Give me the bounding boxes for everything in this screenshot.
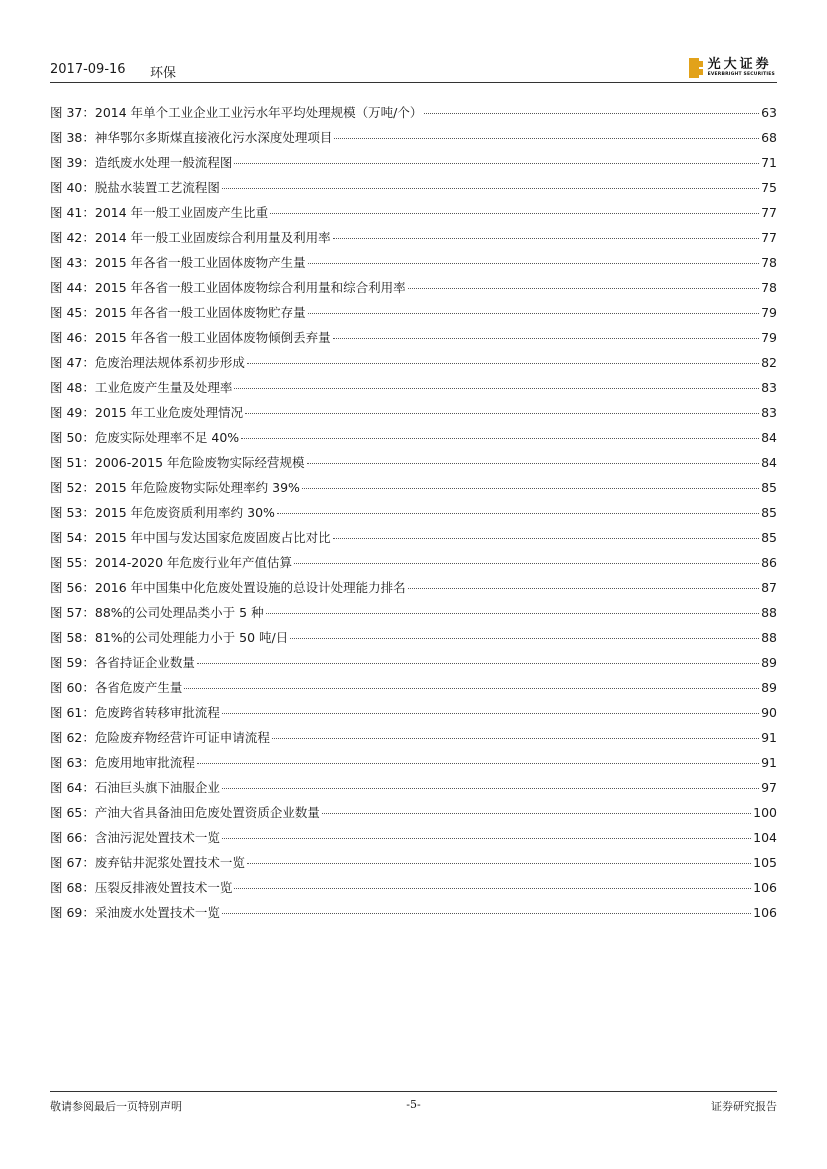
toc-entry-page: 84 — [761, 455, 777, 470]
toc-entry-page: 84 — [761, 430, 777, 445]
toc-dot-leader — [307, 463, 760, 464]
toc-entry[interactable] — [50, 453, 777, 478]
toc-dot-leader — [247, 863, 751, 864]
toc-entry-title: 石油巨头旗下油服企业 — [94, 780, 220, 795]
toc-entry-label: 图 42： — [50, 230, 95, 245]
toc-entry-title: 2015 年各省一般工业固体废物综合利用量和综合利用率 — [94, 280, 406, 295]
toc-entry-page: 87 — [761, 580, 777, 595]
toc-entry[interactable] — [50, 753, 777, 778]
toc-entry-title: 压裂反排液处置技术一览 — [94, 880, 233, 895]
toc-entry-label: 图 43： — [50, 255, 95, 270]
toc-dot-leader — [290, 638, 759, 639]
toc-dot-leader — [424, 113, 759, 114]
toc-dot-leader — [308, 313, 759, 314]
toc-dot-leader — [197, 663, 759, 664]
toc-entry-label: 图 67： — [50, 855, 95, 870]
toc-entry[interactable] — [50, 203, 777, 228]
toc-dot-leader — [322, 813, 751, 814]
toc-entry-title: 神华鄂尔多斯煤直接液化污水深度处理项目 — [94, 130, 333, 145]
toc-entry-label: 图 65： — [50, 805, 95, 820]
toc-entry-page: 104 — [753, 830, 777, 845]
toc-entry-label: 图 64： — [50, 780, 95, 795]
toc-entry-page: 85 — [761, 480, 777, 495]
toc-entry-page: 105 — [753, 855, 777, 870]
toc-dot-leader — [266, 613, 760, 614]
toc-entry[interactable] — [50, 353, 777, 378]
toc-entry-page: 86 — [761, 555, 777, 570]
toc-entry-title: 采油废水处置技术一览 — [94, 905, 220, 920]
toc-entry[interactable] — [50, 553, 777, 578]
toc-entry-label: 图 49： — [50, 405, 95, 420]
toc-dot-leader — [234, 163, 759, 164]
toc-dot-leader — [222, 788, 759, 789]
toc-entry-page: 77 — [761, 205, 777, 220]
toc-entry[interactable] — [50, 653, 777, 678]
toc-entry-page: 97 — [761, 780, 777, 795]
toc-dot-leader — [308, 263, 759, 264]
toc-dot-leader — [334, 138, 759, 139]
toc-entry-label: 图 48： — [50, 380, 95, 395]
toc-entry[interactable] — [50, 378, 777, 403]
toc-entry[interactable] — [50, 153, 777, 178]
toc-entry-page: 100 — [753, 805, 777, 820]
toc-dot-leader — [270, 213, 759, 214]
toc-entry[interactable] — [50, 103, 777, 128]
toc-entry[interactable] — [50, 903, 777, 928]
toc-entry-page: 89 — [761, 680, 777, 695]
page-number: -5- — [406, 1098, 421, 1111]
toc-dot-leader — [234, 388, 759, 389]
toc-entry-page: 85 — [761, 530, 777, 545]
toc-entry-page: 106 — [753, 905, 777, 920]
toc-entry-page: 82 — [761, 355, 777, 370]
toc-entry[interactable] — [50, 178, 777, 203]
toc-entry-title: 各省持证企业数量 — [94, 655, 195, 670]
logo-english-name: EVERBRIGHT SECURITIES — [707, 72, 775, 78]
toc-dot-leader — [222, 838, 751, 839]
toc-entry-label: 图 62： — [50, 730, 95, 745]
toc-entry-page: 85 — [761, 505, 777, 520]
toc-entry-page: 83 — [761, 380, 777, 395]
report-date: 2017-09-16 — [50, 62, 126, 77]
toc-entry-page: 78 — [761, 255, 777, 270]
toc-entry[interactable] — [50, 703, 777, 728]
toc-entry-page: 90 — [761, 705, 777, 720]
toc-entry[interactable] — [50, 328, 777, 353]
toc-entry-title: 危废实际处理率不足 40% — [94, 430, 240, 445]
toc-entry[interactable] — [50, 578, 777, 603]
toc-dot-leader — [408, 588, 759, 589]
company-logo — [689, 56, 775, 80]
toc-entry-label: 图 47： — [50, 355, 95, 370]
toc-entry-title: 工业危废产生量及处理率 — [94, 380, 233, 395]
toc-entry[interactable] — [50, 303, 777, 328]
toc-entry[interactable] — [50, 278, 777, 303]
toc-entry-label: 图 58： — [50, 630, 95, 645]
toc-entry-label: 图 53： — [50, 505, 95, 520]
toc-entry-page: 106 — [753, 880, 777, 895]
toc-entry-label: 图 38： — [50, 130, 95, 145]
toc-entry-title: 含油污泥处置技术一览 — [94, 830, 220, 845]
toc-entry-title: 2015 年各省一般工业固体废物产生量 — [94, 255, 306, 270]
toc-dot-leader — [234, 888, 751, 889]
toc-entry[interactable] — [50, 678, 777, 703]
page-header — [50, 56, 777, 82]
toc-entry[interactable] — [50, 503, 777, 528]
toc-entry-page: 75 — [761, 180, 777, 195]
toc-entry-title: 2016 年中国集中化危废处置设施的总设计处理能力排名 — [94, 580, 406, 595]
toc-entry-page: 79 — [761, 305, 777, 320]
toc-entry-page: 79 — [761, 330, 777, 345]
toc-entry-title: 危废跨省转移审批流程 — [94, 705, 220, 720]
figure-list — [50, 103, 777, 928]
toc-entry-label: 图 57： — [50, 605, 95, 620]
toc-entry-label: 图 45： — [50, 305, 95, 320]
toc-entry-title: 产油大省具备油田危废处置资质企业数量 — [94, 805, 320, 820]
toc-entry-page: 88 — [761, 605, 777, 620]
toc-entry-title: 2015 年中国与发达国家危废固废占比对比 — [94, 530, 331, 545]
toc-entry[interactable] — [50, 128, 777, 153]
toc-entry-label: 图 59： — [50, 655, 95, 670]
toc-entry-label: 图 37： — [50, 105, 95, 120]
toc-entry-title: 2015 年各省一般工业固体废物倾倒丢弃量 — [94, 330, 331, 345]
toc-entry-title: 2015 年各省一般工业固体废物贮存量 — [94, 305, 306, 320]
toc-entry-title: 88%的公司处理品类小于 5 种 — [94, 605, 264, 620]
toc-entry-title: 2014 年一般工业固废产生比重 — [94, 205, 269, 220]
toc-entry-label: 图 41： — [50, 205, 95, 220]
toc-entry-label: 图 55： — [50, 555, 95, 570]
toc-entry-title: 2015 年危险废物实际处理率约 39% — [94, 480, 300, 495]
toc-dot-leader — [222, 713, 759, 714]
toc-entry[interactable] — [50, 428, 777, 453]
footer-divider — [50, 1091, 777, 1092]
toc-entry-title: 废弃钻井泥浆处置技术一览 — [94, 855, 245, 870]
toc-entry-label: 图 50： — [50, 430, 95, 445]
toc-entry-page: 83 — [761, 405, 777, 420]
toc-entry[interactable] — [50, 228, 777, 253]
toc-entry-label: 图 68： — [50, 880, 95, 895]
logo-chinese-name: 光大证券 — [707, 57, 772, 73]
page-footer — [50, 1098, 777, 1116]
toc-dot-leader — [408, 288, 759, 289]
toc-entry[interactable] — [50, 828, 777, 853]
logo-mark-icon — [689, 58, 703, 78]
toc-dot-leader — [222, 188, 759, 189]
toc-entry-label: 图 39： — [50, 155, 95, 170]
toc-entry-page: 71 — [761, 155, 777, 170]
toc-entry-title: 2015 年工业危废处理情况 — [94, 405, 244, 420]
toc-entry[interactable] — [50, 853, 777, 878]
toc-entry-page: 63 — [761, 105, 777, 120]
toc-entry-label: 图 61： — [50, 705, 95, 720]
toc-entry-label: 图 54： — [50, 530, 95, 545]
toc-entry-label: 图 63： — [50, 755, 95, 770]
toc-dot-leader — [294, 563, 759, 564]
toc-dot-leader — [245, 413, 759, 414]
toc-entry[interactable] — [50, 628, 777, 653]
toc-dot-leader — [272, 738, 759, 739]
toc-dot-leader — [184, 688, 759, 689]
toc-entry-page: 88 — [761, 630, 777, 645]
header-divider — [50, 82, 777, 83]
toc-entry-title: 2014-2020 年危废行业年产值估算 — [94, 555, 292, 570]
toc-entry-page: 77 — [761, 230, 777, 245]
toc-entry-title: 2006-2015 年危险废物实际经营规模 — [94, 455, 305, 470]
toc-dot-leader — [333, 538, 759, 539]
toc-entry[interactable] — [50, 528, 777, 553]
report-sector: 环保 — [150, 66, 177, 81]
document-type: 证券研究报告 — [711, 1100, 777, 1113]
toc-entry[interactable] — [50, 803, 777, 828]
toc-dot-leader — [333, 338, 759, 339]
toc-dot-leader — [197, 763, 759, 764]
toc-entry-title: 造纸废水处理一般流程图 — [94, 155, 233, 170]
toc-entry-label: 图 69： — [50, 905, 95, 920]
toc-entry[interactable] — [50, 403, 777, 428]
toc-entry-label: 图 40： — [50, 180, 95, 195]
toc-dot-leader — [247, 363, 759, 364]
toc-entry-label: 图 56： — [50, 580, 95, 595]
toc-entry-title: 危废用地审批流程 — [94, 755, 195, 770]
toc-entry-label: 图 51： — [50, 455, 95, 470]
toc-entry[interactable] — [50, 778, 777, 803]
toc-entry[interactable] — [50, 478, 777, 503]
toc-entry-title: 81%的公司处理能力小于 50 吨/日 — [94, 630, 289, 645]
toc-entry-title: 2015 年危废资质利用率约 30% — [94, 505, 275, 520]
toc-entry-title: 危险废弃物经营许可证申请流程 — [94, 730, 270, 745]
toc-entry-label: 图 60： — [50, 680, 95, 695]
toc-entry-title: 危废治理法规体系初步形成 — [94, 355, 245, 370]
toc-entry-label: 图 44： — [50, 280, 95, 295]
toc-entry-title: 脱盐水装置工艺流程图 — [94, 180, 220, 195]
toc-dot-leader — [241, 438, 759, 439]
toc-entry-page: 89 — [761, 655, 777, 670]
toc-entry-label: 图 46： — [50, 330, 95, 345]
toc-dot-leader — [333, 238, 759, 239]
toc-entry[interactable] — [50, 878, 777, 903]
toc-dot-leader — [302, 488, 759, 489]
toc-entry-title: 各省危废产生量 — [94, 680, 183, 695]
toc-entry-page: 68 — [761, 130, 777, 145]
toc-entry-label: 图 52： — [50, 480, 95, 495]
toc-dot-leader — [222, 913, 751, 914]
toc-entry[interactable] — [50, 253, 777, 278]
toc-entry-label: 图 66： — [50, 830, 95, 845]
toc-entry[interactable] — [50, 603, 777, 628]
toc-entry[interactable] — [50, 728, 777, 753]
toc-entry-page: 91 — [761, 755, 777, 770]
footer-disclaimer: 敬请参阅最后一页特别声明 — [50, 1100, 182, 1113]
toc-entry-page: 91 — [761, 730, 777, 745]
toc-dot-leader — [277, 513, 759, 514]
toc-entry-page: 78 — [761, 280, 777, 295]
toc-entry-title: 2014 年一般工业固废综合利用量及利用率 — [94, 230, 331, 245]
toc-entry-title: 2014 年单个工业企业工业污水年平均处理规模（万吨/个） — [94, 105, 423, 120]
